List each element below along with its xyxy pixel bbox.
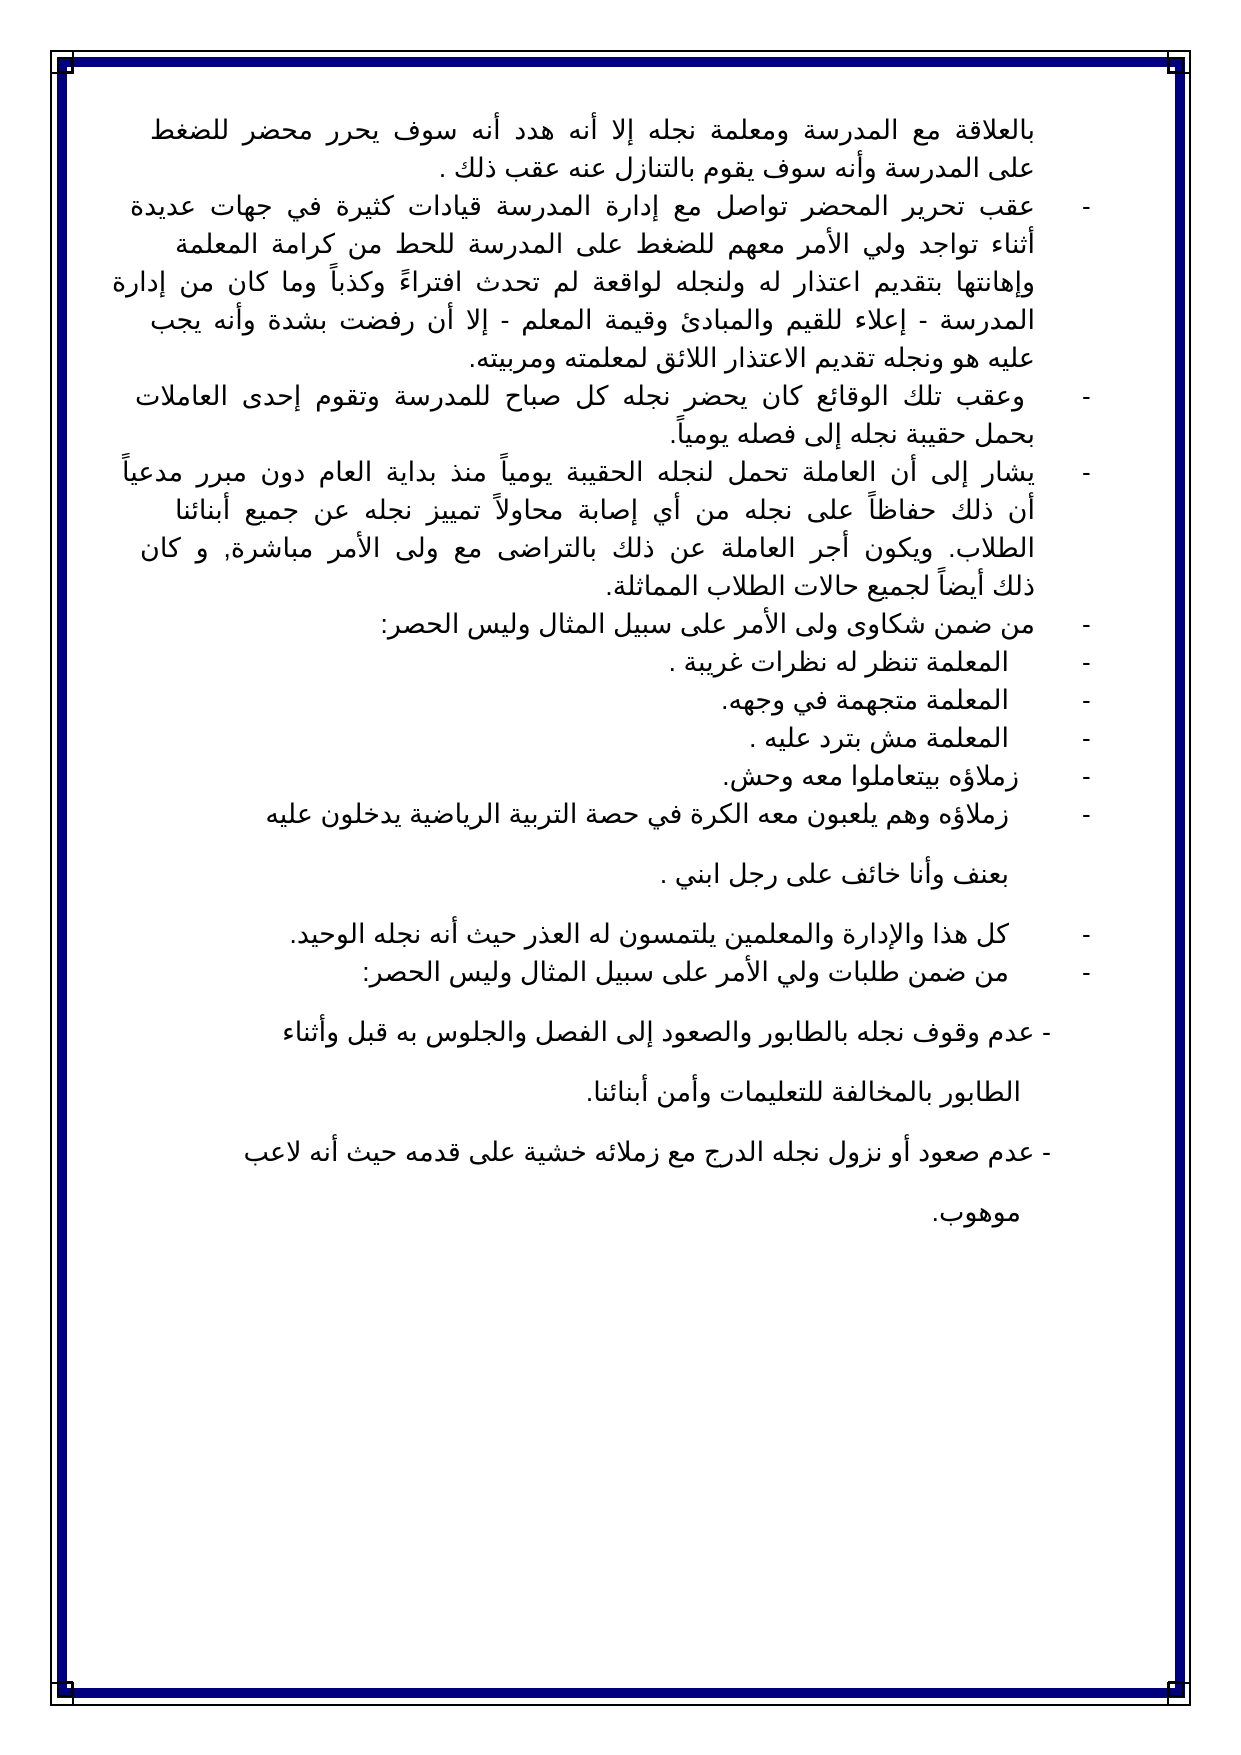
- text-line: الطابور بالمخالفة للتعليمات وأمن أبنائنا.: [585, 1077, 1021, 1107]
- text-line: الطلاب. ويكون أجر العاملة عن ذلك بالتراضى مع ولى الأمر مباشرة, و كان: [140, 533, 1035, 563]
- text-line: المدرسة - إعلاء للقيم والمبادئ وقيمة المعلم - إلا أن رفضت بشدة وأنه يجب: [150, 305, 1035, 335]
- text-line: زملاؤه وهم يلعبون معه الكرة في حصة التربية الرياضية يدخلون عليه: [265, 799, 1009, 829]
- border-corner-top-right-inner: [1168, 57, 1184, 73]
- text-line: - عدم وقوف نجله بالطابور والصعود إلى الفصل والجلوس به قبل وأثناء: [282, 1017, 1051, 1047]
- text-line: من ضمن طلبات ولي الأمر على سبيل المثال وليس الحصر:: [362, 957, 1009, 987]
- text-line: ذلك أيضاً لجميع حالات الطلاب المماثلة.: [605, 571, 1035, 601]
- text-line: يشار إلى أن العاملة تحمل لنجله الحقيبة يومياً منذ بداية العام دون مبرر مدعياً: [122, 457, 1035, 487]
- text-line: كل هذا والإدارة والمعلمين يلتمسون له العذر حيث أنه نجله الوحيد.: [289, 919, 1009, 949]
- sub-bullet-dash: -: [1082, 723, 1091, 753]
- bullet-dash: -: [1082, 457, 1091, 487]
- bullet-dash: -: [1082, 957, 1091, 987]
- text-line: عليه هو ونجله تقديم الاعتذار اللائق لمعلمته ومربيته.: [468, 343, 1035, 373]
- border-corner-bottom-right-inner: [1168, 1681, 1184, 1697]
- sub-bullet-dash: -: [1082, 799, 1091, 829]
- text-line: زملاؤه بيتعاملوا معه وحش.: [722, 761, 1019, 791]
- sub-bullet-dash: -: [1082, 761, 1091, 791]
- text-line: عقب تحرير المحضر تواصل مع إدارة المدرسة قيادات كثيرة في جهات عديدة: [130, 191, 1035, 221]
- text-line: بعنف وأنا خائف على رجل ابني .: [659, 859, 1009, 889]
- text-line: وعقب تلك الوقائع كان يحضر نجله كل صباح للمدرسة وتقوم إحدى العاملات: [135, 381, 1025, 411]
- text-line: موهوب.: [931, 1197, 1021, 1227]
- bullet-dash: -: [1082, 191, 1091, 221]
- text-line: على المدرسة وأنه سوف يقوم بالتنازل عنه عقب ذلك .: [438, 153, 1035, 183]
- text-line: وإهانتها بتقديم اعتذار له ولنجله لواقعة لم تحدث افتراءً وكذباً وما كان من إدارة: [112, 267, 1035, 297]
- bullet-dash: -: [1082, 919, 1091, 949]
- text-line: - عدم صعود أو نزول نجله الدرج مع زملائه خشية على قدمه حيث أنه لاعب: [243, 1137, 1051, 1167]
- border-corner-top-left-inner: [57, 57, 73, 73]
- text-line: بحمل حقيبة نجله إلى فصله يومياً.: [669, 419, 1035, 449]
- text-line: من ضمن شكاوى ولى الأمر على سبيل المثال وليس الحصر:: [380, 609, 1035, 639]
- text-line: المعلمة مش بترد عليه .: [748, 723, 1009, 753]
- text-line: أن ذلك حفاظاً على نجله من أي إصابة محاولاً تمييز نجله عن جميع أبنائنا: [175, 495, 1035, 525]
- bullet-dash: -: [1082, 609, 1091, 639]
- text-line: بالعلاقة مع المدرسة ومعلمة نجله إلا أنه هدد أنه سوف يحرر محضر للضغط: [150, 115, 1035, 145]
- sub-bullet-dash: -: [1082, 647, 1091, 677]
- sub-bullet-dash: -: [1082, 685, 1091, 715]
- border-corner-bottom-left-inner: [57, 1681, 73, 1697]
- text-line: المعلمة متجهمة في وجهه.: [720, 685, 1009, 715]
- bullet-dash: -: [1082, 381, 1091, 411]
- text-line: المعلمة تنظر له نظرات غريبة .: [668, 647, 1009, 677]
- text-line: أثناء تواجد ولي الأمر معهم للضغط على المدرسة للحط من كرامة المعلمة: [175, 229, 1035, 259]
